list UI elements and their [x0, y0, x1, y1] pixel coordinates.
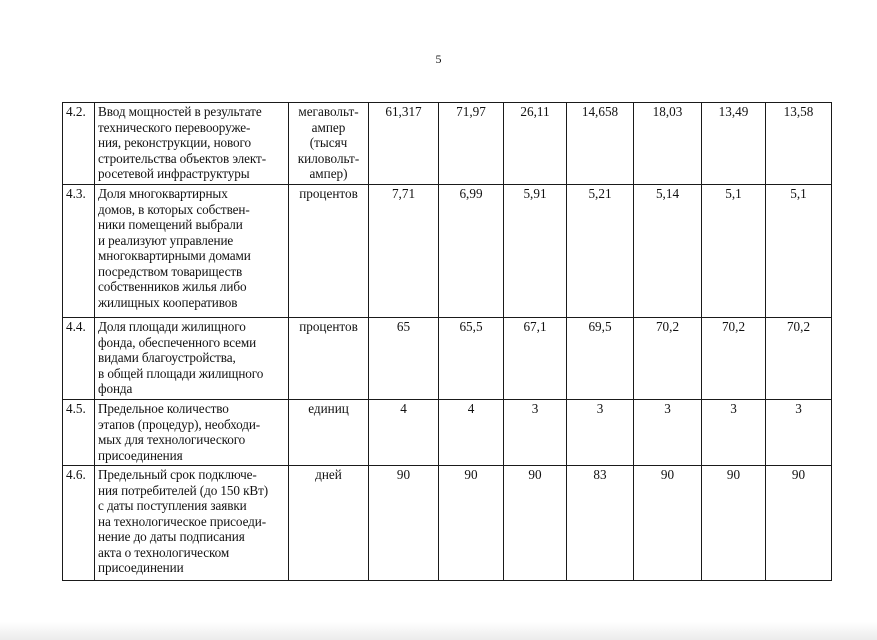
indicator-name-text: Доля площади жилищного фонда, обеспеченного всеми видами благоустройства, в общей площади жилищного фонда	[98, 319, 264, 396]
value-cell: 65,5	[439, 318, 504, 400]
value-cell: 83	[567, 466, 634, 581]
unit-text: единиц	[308, 401, 349, 416]
row-number: 4.5.	[63, 400, 95, 466]
indicator-name-text: Предельный срок подключе- ния потребителей (до 150 кВт) с даты поступления заявки на технологическое присоеди- нение до даты подписания акта о технологическом присоединении	[98, 467, 269, 575]
value-cell: 70,2	[634, 318, 702, 400]
row-number: 4.4.	[63, 318, 95, 400]
table-row	[63, 185, 832, 318]
table-row	[63, 103, 832, 185]
value-cell: 70,2	[702, 318, 766, 400]
value-cell: 4	[439, 400, 504, 466]
value-cell: 5,1	[766, 185, 832, 318]
value-cell: 90	[439, 466, 504, 581]
indicator-name-text: Предельное количество этапов (процедур), необходи- мых для технологического присоединения	[98, 401, 261, 463]
table-row	[63, 400, 832, 466]
unit-cell	[289, 103, 369, 185]
unit-text: процентов	[299, 186, 358, 201]
row-number: 4.2.	[63, 103, 95, 185]
table-row	[63, 466, 832, 581]
scan-shadow	[0, 622, 877, 640]
indicator-name	[95, 185, 289, 318]
value-cell: 3	[634, 400, 702, 466]
indicator-name	[95, 103, 289, 185]
table-body	[63, 103, 832, 581]
value-cell: 5,91	[504, 185, 567, 318]
value-cell: 3	[766, 400, 832, 466]
row-number: 4.3.	[63, 185, 95, 318]
value-cell: 90	[634, 466, 702, 581]
value-cell: 70,2	[766, 318, 832, 400]
unit-text: дней	[315, 467, 342, 482]
table-row	[63, 318, 832, 400]
value-cell: 90	[504, 466, 567, 581]
value-cell: 5,21	[567, 185, 634, 318]
row-number: 4.6.	[63, 466, 95, 581]
value-cell: 71,97	[439, 103, 504, 185]
unit-cell	[289, 318, 369, 400]
indicator-name-text: Доля многоквартирных домов, в которых собствен- ники помещений выбрали и реализуют управление многоквартирными домами посредством товариществ собственников жилья либо жилищных кооперативов	[98, 186, 251, 310]
value-cell: 5,1	[702, 185, 766, 318]
value-cell: 14,658	[567, 103, 634, 185]
unit-cell	[289, 185, 369, 318]
value-cell: 5,14	[634, 185, 702, 318]
unit-cell	[289, 466, 369, 581]
value-cell: 13,58	[766, 103, 832, 185]
indicator-name	[95, 400, 289, 466]
value-cell: 3	[504, 400, 567, 466]
value-cell: 90	[766, 466, 832, 581]
value-cell: 90	[369, 466, 439, 581]
value-cell: 6,99	[439, 185, 504, 318]
value-cell: 90	[702, 466, 766, 581]
unit-text: мегавольт- ампер (тысяч киловольт- ампер)	[297, 104, 360, 181]
indicator-name-text: Ввод мощностей в результате технического перевооруже- ния, реконструкции, нового строительства объектов элект- росетевой инфраструктуры	[98, 104, 266, 181]
indicator-name	[95, 318, 289, 400]
unit-text: процентов	[299, 319, 358, 334]
value-cell: 18,03	[634, 103, 702, 185]
indicators-table	[62, 102, 832, 581]
value-cell: 3	[702, 400, 766, 466]
value-cell: 26,11	[504, 103, 567, 185]
unit-cell	[289, 400, 369, 466]
value-cell: 7,71	[369, 185, 439, 318]
value-cell: 61,317	[369, 103, 439, 185]
value-cell: 67,1	[504, 318, 567, 400]
value-cell: 4	[369, 400, 439, 466]
value-cell: 13,49	[702, 103, 766, 185]
value-cell: 3	[567, 400, 634, 466]
value-cell: 69,5	[567, 318, 634, 400]
value-cell: 65	[369, 318, 439, 400]
indicator-name	[95, 466, 289, 581]
page-number: 5	[435, 52, 442, 66]
